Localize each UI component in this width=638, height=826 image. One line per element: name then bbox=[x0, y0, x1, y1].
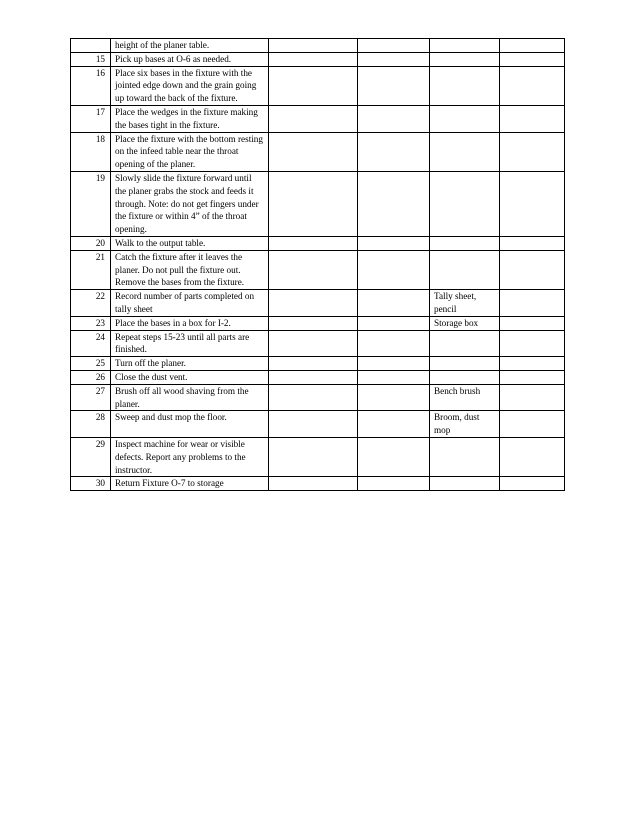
step-number: 22 bbox=[71, 290, 111, 317]
table-row bbox=[71, 437, 565, 476]
tools-cell bbox=[430, 477, 500, 491]
table-row bbox=[71, 357, 565, 371]
step-description: Inspect machine for wear or visible defects. Report any problems to the instructor. bbox=[111, 437, 269, 476]
step-number: 17 bbox=[71, 105, 111, 132]
blank-cell bbox=[500, 357, 565, 371]
blank-cell bbox=[269, 316, 358, 330]
table-row bbox=[71, 39, 565, 53]
table-row bbox=[71, 290, 565, 317]
blank-cell bbox=[269, 411, 358, 438]
step-number: 18 bbox=[71, 132, 111, 171]
blank-cell bbox=[500, 316, 565, 330]
blank-cell bbox=[500, 370, 565, 384]
tools-cell bbox=[430, 52, 500, 66]
step-description: Pick up bases at O-6 as needed. bbox=[111, 52, 269, 66]
step-description: Slowly slide the fixture forward until the planer grabs the stock and feeds it through. Note: do not get fingers under the fixture or within 4” of the throat opening. bbox=[111, 171, 269, 236]
blank-cell bbox=[358, 171, 430, 236]
blank-cell bbox=[500, 411, 565, 438]
step-description: Catch the fixture after it leaves the planer. Do not pull the fixture out. Remove the bases from the fixture. bbox=[111, 250, 269, 289]
blank-cell bbox=[269, 250, 358, 289]
table-row bbox=[71, 411, 565, 438]
blank-cell bbox=[358, 236, 430, 250]
blank-cell bbox=[500, 66, 565, 105]
blank-cell bbox=[358, 39, 430, 53]
table-row bbox=[71, 384, 565, 411]
tools-cell bbox=[430, 39, 500, 53]
step-number: 26 bbox=[71, 370, 111, 384]
blank-cell bbox=[500, 477, 565, 491]
step-description: Brush off all wood shaving from the planer. bbox=[111, 384, 269, 411]
tools-cell: Tally sheet, pencil bbox=[430, 290, 500, 317]
step-number: 15 bbox=[71, 52, 111, 66]
blank-cell bbox=[269, 384, 358, 411]
table-row bbox=[71, 316, 565, 330]
step-description: Sweep and dust mop the floor. bbox=[111, 411, 269, 438]
blank-cell bbox=[269, 330, 358, 357]
blank-cell bbox=[500, 105, 565, 132]
blank-cell bbox=[269, 370, 358, 384]
blank-cell bbox=[358, 105, 430, 132]
blank-cell bbox=[500, 384, 565, 411]
table-row bbox=[71, 66, 565, 105]
blank-cell bbox=[358, 290, 430, 317]
blank-cell bbox=[269, 52, 358, 66]
blank-cell bbox=[269, 357, 358, 371]
step-number: 29 bbox=[71, 437, 111, 476]
tools-cell bbox=[430, 250, 500, 289]
step-number: 23 bbox=[71, 316, 111, 330]
blank-cell bbox=[269, 290, 358, 317]
step-number: 24 bbox=[71, 330, 111, 357]
step-description: height of the planer table. bbox=[111, 39, 269, 53]
procedure-table-body bbox=[71, 39, 565, 491]
step-number: 21 bbox=[71, 250, 111, 289]
step-description: Place the fixture with the bottom resting on the infeed table near the throat opening of the planer. bbox=[111, 132, 269, 171]
blank-cell bbox=[358, 437, 430, 476]
tools-cell bbox=[430, 66, 500, 105]
blank-cell bbox=[500, 236, 565, 250]
step-description: Record number of parts completed on tally sheet bbox=[111, 290, 269, 317]
blank-cell bbox=[500, 437, 565, 476]
blank-cell bbox=[269, 132, 358, 171]
step-number: 25 bbox=[71, 357, 111, 371]
tools-cell: Bench brush bbox=[430, 384, 500, 411]
blank-cell bbox=[500, 171, 565, 236]
step-number: 27 bbox=[71, 384, 111, 411]
blank-cell bbox=[358, 370, 430, 384]
table-row bbox=[71, 477, 565, 491]
tools-cell bbox=[430, 105, 500, 132]
table-row bbox=[71, 236, 565, 250]
step-description: Turn off the planer. bbox=[111, 357, 269, 371]
step-number: 20 bbox=[71, 236, 111, 250]
blank-cell bbox=[358, 66, 430, 105]
step-number: 16 bbox=[71, 66, 111, 105]
blank-cell bbox=[269, 105, 358, 132]
blank-cell bbox=[500, 290, 565, 317]
blank-cell bbox=[358, 411, 430, 438]
step-description: Close the dust vent. bbox=[111, 370, 269, 384]
blank-cell bbox=[269, 437, 358, 476]
blank-cell bbox=[269, 477, 358, 491]
table-row bbox=[71, 52, 565, 66]
tools-cell bbox=[430, 370, 500, 384]
tools-cell bbox=[430, 171, 500, 236]
tools-cell bbox=[430, 132, 500, 171]
table-row bbox=[71, 105, 565, 132]
table-row bbox=[71, 171, 565, 236]
blank-cell bbox=[500, 52, 565, 66]
blank-cell bbox=[358, 52, 430, 66]
step-description: Place the wedges in the fixture making the bases tight in the fixture. bbox=[111, 105, 269, 132]
blank-cell bbox=[358, 250, 430, 289]
step-description: Place six bases in the fixture with the jointed edge down and the grain going up toward the back of the fixture. bbox=[111, 66, 269, 105]
blank-cell bbox=[358, 357, 430, 371]
step-number bbox=[71, 39, 111, 53]
step-description: Place the bases in a box for I-2. bbox=[111, 316, 269, 330]
table-row bbox=[71, 132, 565, 171]
blank-cell bbox=[358, 477, 430, 491]
step-number: 28 bbox=[71, 411, 111, 438]
blank-cell bbox=[500, 132, 565, 171]
tools-cell bbox=[430, 437, 500, 476]
procedure-table bbox=[70, 38, 565, 491]
table-row bbox=[71, 370, 565, 384]
blank-cell bbox=[269, 66, 358, 105]
tools-cell: Broom, dust mop bbox=[430, 411, 500, 438]
blank-cell bbox=[269, 39, 358, 53]
blank-cell bbox=[358, 132, 430, 171]
step-description: Return Fixture O-7 to storage bbox=[111, 477, 269, 491]
blank-cell bbox=[358, 330, 430, 357]
table-row bbox=[71, 330, 565, 357]
blank-cell bbox=[269, 171, 358, 236]
blank-cell bbox=[269, 236, 358, 250]
table-row bbox=[71, 250, 565, 289]
tools-cell bbox=[430, 236, 500, 250]
step-number: 19 bbox=[71, 171, 111, 236]
step-description: Repeat steps 15-23 until all parts are finished. bbox=[111, 330, 269, 357]
step-number: 30 bbox=[71, 477, 111, 491]
tools-cell: Storage box bbox=[430, 316, 500, 330]
blank-cell bbox=[500, 330, 565, 357]
blank-cell bbox=[500, 250, 565, 289]
tools-cell bbox=[430, 357, 500, 371]
tools-cell bbox=[430, 330, 500, 357]
blank-cell bbox=[358, 384, 430, 411]
blank-cell bbox=[358, 316, 430, 330]
step-description: Walk to the output table. bbox=[111, 236, 269, 250]
blank-cell bbox=[500, 39, 565, 53]
